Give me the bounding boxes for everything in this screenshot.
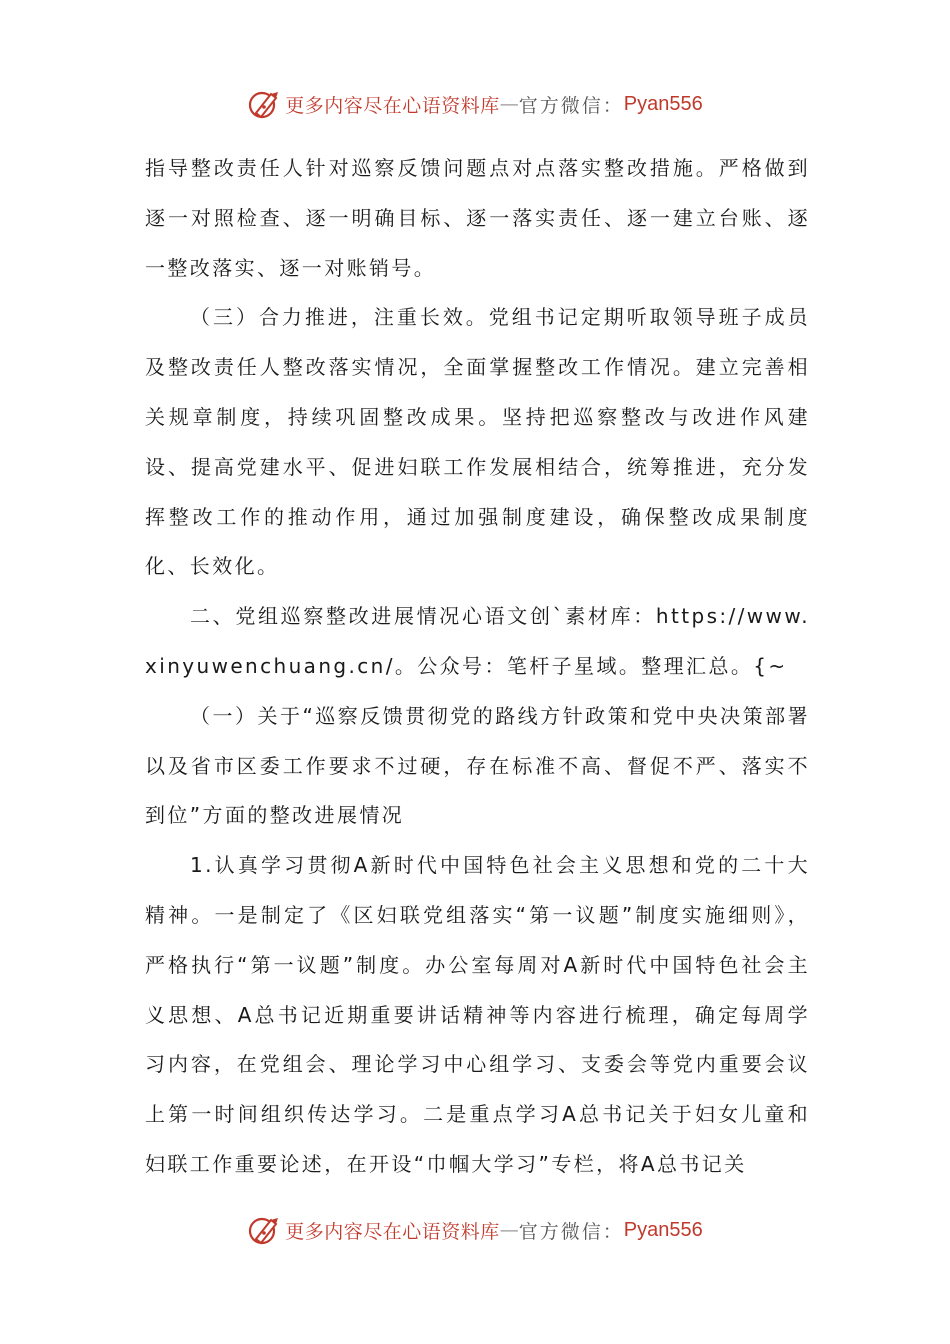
watermark-wechat-id: Pyan556 <box>623 92 703 115</box>
watermark-wechat-label: 官方微信： <box>518 1220 624 1243</box>
watermark-site-text: 更多内容尽在心语资料库 <box>285 1220 500 1243</box>
watermark-wechat-id: Pyan556 <box>623 1218 703 1241</box>
pen-nib-circle-icon <box>247 87 281 121</box>
watermark-dash: — <box>499 93 519 115</box>
watermark-dash: — <box>499 1219 519 1241</box>
pen-nib-circle-icon <box>247 1213 281 1247</box>
paragraph-subheading-one: （一）关于“巡察反馈贯彻党的路线方针政策和党中央决策部署以及省市区委工作要求不过硬，存在标准不高、督促不严、落实不到位”方面的整改进展情况 <box>145 703 810 828</box>
watermark-wechat-label: 官方微信： <box>518 94 624 117</box>
paragraph-continuation: 指导整改责任人针对巡察反馈问题点对点落实整改措施。严格做到逐一对照检查、逐一明确目标、逐一落实责任、逐一建立台账、逐一整改落实、逐一对账销号。 <box>145 156 810 280</box>
paragraph-heading-two: 二、党组巡察整改进展情况心语文创`素材库：https://www.xinyuwenchuang.cn/。公众号：笔杆子星域。整理汇总。{~ <box>145 604 810 678</box>
document-body <box>145 144 810 1190</box>
paragraph-item-one: 1.认真学习贯彻A新时代中国特色社会主义思想和党的二十大精神。一是制定了《区妇联党组落实“第一议题”制度实施细则》，严格执行“第一议题”制度。办公室每周对A新时代中国特色社会主义思想、A总书记近期重要讲话精神等内容进行梳理，确定每周学习内容，在党组会、理论学习中心组学习、支委会等党内重要会议上第一时间组织传达学习。二是重点学习A总书记关于妇女儿童和妇联工作重要论述，在开设“巾帼大学习”专栏，将A总书记关 <box>145 853 810 1176</box>
header-watermark-banner <box>0 84 950 124</box>
footer-watermark-banner <box>0 1210 950 1250</box>
watermark-site-text: 更多内容尽在心语资料库 <box>285 94 500 117</box>
paragraph-section-three: （三）合力推进，注重长效。党组书记定期听取领导班子成员及整改责任人整改落实情况，全面掌握整改工作情况。建立完善相关规章制度，持续巩固整改成果。坚持把巡察整改与改进作风建设、提高党建水平、促进妇联工作发展相结合，统筹推进，充分发挥整改工作的推动作用，通过加强制度建设，确保整改成果制度化、长效化。 <box>145 305 810 579</box>
